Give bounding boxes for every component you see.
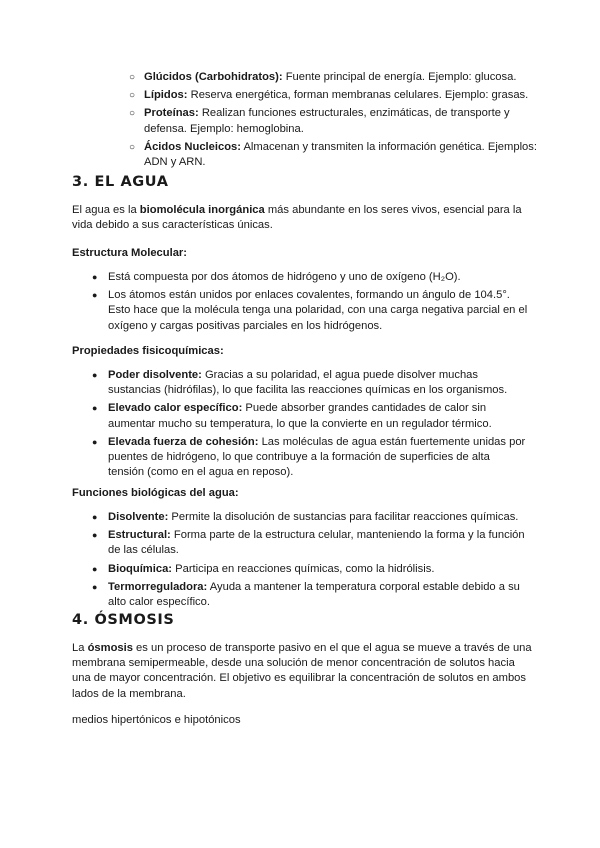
section-4-intro: La ósmosis es un proceso de transporte pasivo en el que el agua se mueve a través de una membrana semipermeable, desde una solución de menor concentración de solutos hacia una de mayor concentración. El objetivo es equilibrar la concentración de solutos en ambos lados de la membrana. xyxy=(72,642,532,700)
bullet-icon: ● xyxy=(92,370,98,380)
list-item: ● Disolvente: Permite la disolución de sustancias para facilitar reacciones químicas. xyxy=(108,510,528,525)
list-item: ● Estructural: Forma parte de la estructura celular, manteniendo la forma y la función de las células. xyxy=(92,529,525,557)
section-4-title: 4. ÓSMOSIS xyxy=(72,612,175,628)
list-item: ● Poder disolvente: Gracias a su polaridad, el agua puede disolver muchas sustancias (hidrófilas), lo que facilita las reacciones químicas en los organismos. xyxy=(92,369,508,397)
section-4-note: medios hipertónicos e hipotónicos xyxy=(72,714,241,726)
hollow-bullet-icon: ○ xyxy=(129,108,136,120)
list-item: ○ Lípidos: Reserva energética, forman membranas celulares. Ejemplo: grasas. xyxy=(144,88,544,103)
biomolecule-list xyxy=(129,70,544,173)
list-item: ● Elevado calor específico: Puede absorber grandes cantidades de calor sin aumentar mucho su temperatura, lo que la convierte en un regulador térmico. xyxy=(92,402,492,430)
list-item: ○ Proteínas: Realizan funciones estructurales, enzimáticas, de transporte y defensa. Ejemplo: hemoglobina. xyxy=(129,107,510,135)
bullet-icon: ● xyxy=(92,436,98,447)
bullet-icon: ● xyxy=(92,272,98,282)
propiedades-heading: Propiedades fisicoquímicas: xyxy=(72,345,224,357)
list-item: ● Bioquímica: Participa en reacciones químicas, como la hidrólisis. xyxy=(108,562,528,577)
list-item: ● Termorreguladora: Ayuda a mantener la temperatura corporal estable debido a su alto calor específico. xyxy=(92,580,520,609)
bullet-icon: ● xyxy=(92,563,98,574)
bullet-icon: ● xyxy=(92,512,98,522)
estructura-heading: Estructura Molecular: xyxy=(72,247,188,259)
bullet-icon: ● xyxy=(92,290,98,301)
hollow-bullet-icon: ○ xyxy=(129,90,136,102)
list-item: ○ Glúcidos (Carbohidratos): Fuente principal de energía. Ejemplo: glucosa. xyxy=(144,70,544,85)
section-3-intro: El agua es la biomolécula inorgánica más abundante en los seres vivos, esencial para la vida debido a sus características únicas. xyxy=(72,204,522,232)
estructura-list xyxy=(92,270,528,337)
list-item: ● Está compuesta por dos átomos de hidrógeno y uno de oxígeno (H₂O). xyxy=(108,270,528,285)
list-item: ● Los átomos están unidos por enlaces covalentes, formando un ángulo de 104.5°. Esto hace que la molécula tenga una polaridad, con una carga negativa parcial en el oxígeno y cargas positivas parciales en los hidrógenos. xyxy=(92,289,528,332)
funciones-heading: Funciones biológicas del agua: xyxy=(72,487,239,499)
hollow-bullet-icon: ○ xyxy=(129,72,136,83)
section-3-title: 3. EL AGUA xyxy=(72,174,169,190)
list-item: ● Elevada fuerza de cohesión: Las moléculas de agua están fuertemente unidas por puentes de hidrógeno, lo que contribuye a la formación de superficies de alta tensión (como en el agua en reposo). xyxy=(92,435,526,479)
list-item: ○ Ácidos Nucleicos: Almacenan y transmiten la información genética. Ejemplos: ADN y ARN. xyxy=(129,140,537,169)
funciones-list xyxy=(92,510,528,613)
propiedades-list xyxy=(92,368,528,483)
hollow-bullet-icon: ○ xyxy=(129,141,136,153)
bullet-icon: ● xyxy=(92,530,98,541)
bullet-icon: ● xyxy=(92,403,98,414)
bullet-icon: ● xyxy=(92,581,98,592)
